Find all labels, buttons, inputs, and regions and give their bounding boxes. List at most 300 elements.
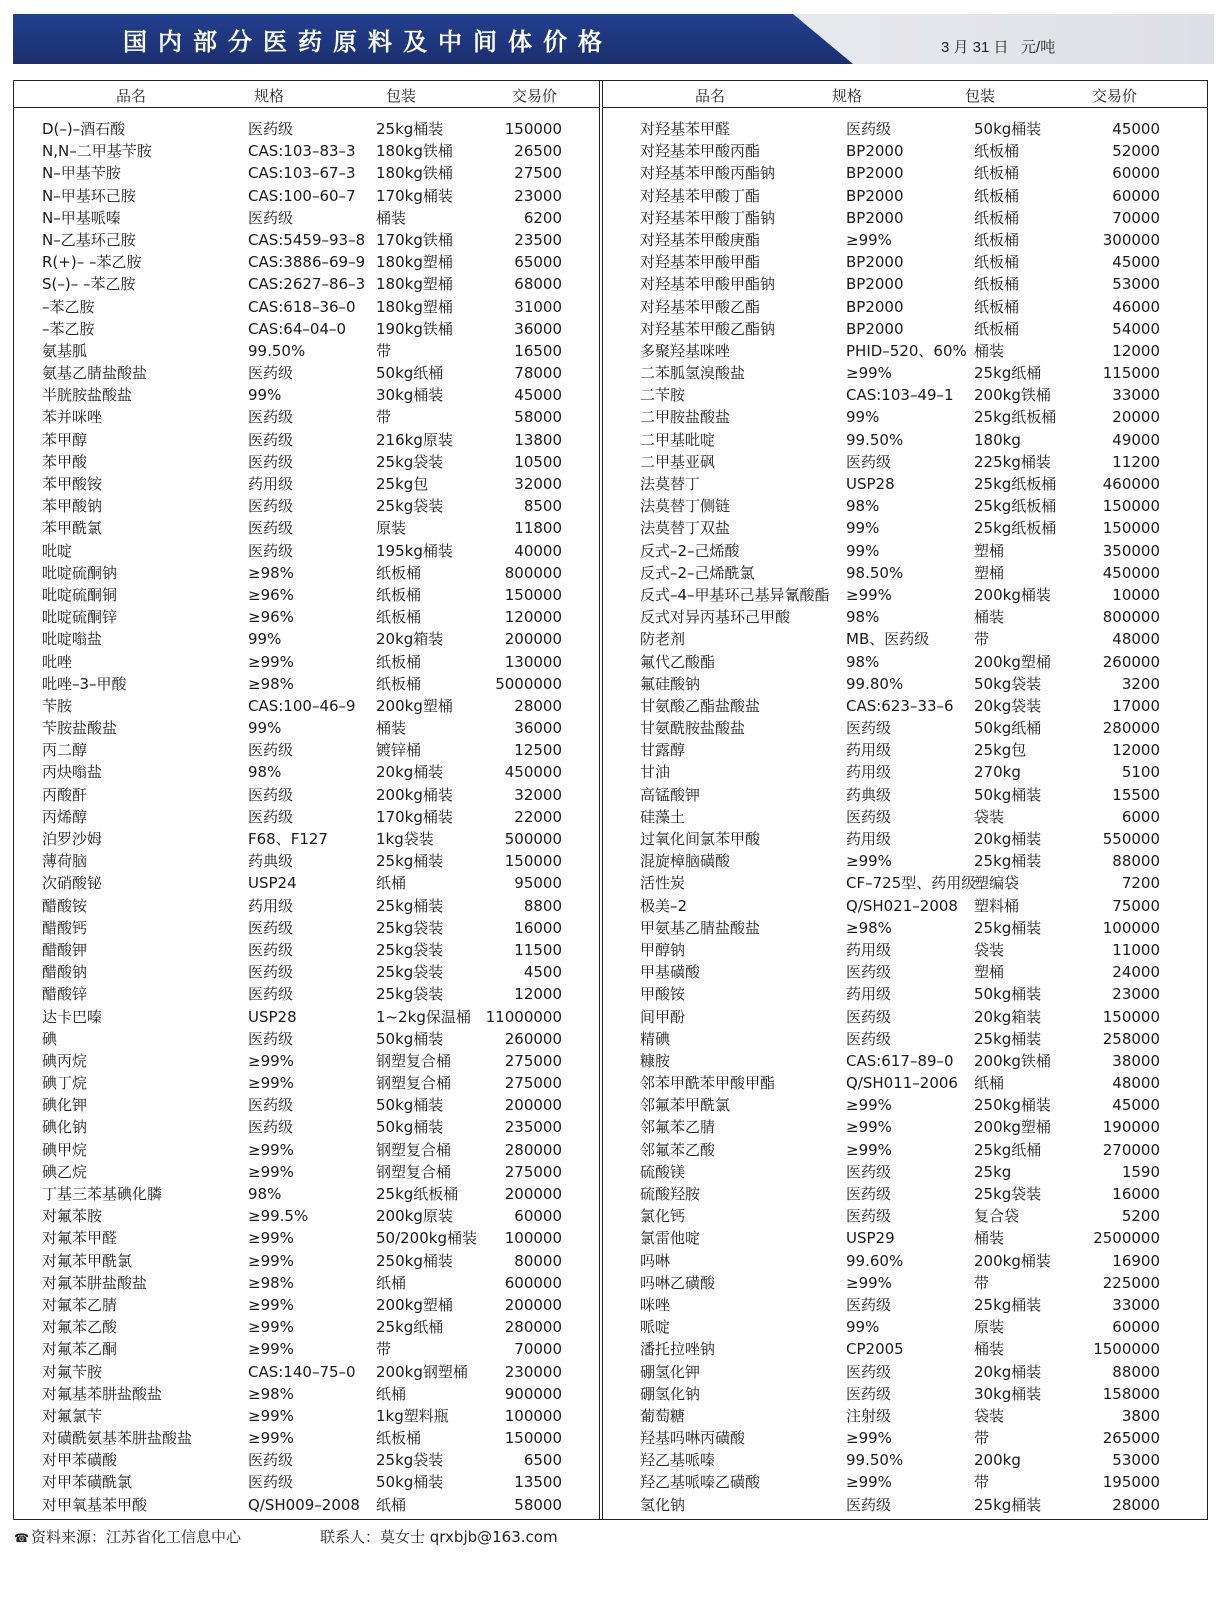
product-price: 450000 [1102, 563, 1160, 582]
product-spec: CAS:617–89–0 [846, 1051, 954, 1070]
left-header-spec: 规格 [254, 87, 285, 105]
product-spec: ≥99% [248, 1162, 294, 1181]
product-name: 法莫替丁 [640, 475, 701, 493]
left-table-row [42, 140, 562, 162]
product-price: 225000 [1102, 1273, 1160, 1292]
product-name: 对氟苯乙酸 [42, 1318, 118, 1337]
product-price: 450000 [504, 763, 562, 782]
product-spec: 药用级 [846, 985, 892, 1004]
right-table-row [640, 628, 1160, 650]
product-price: 265000 [1102, 1429, 1160, 1448]
left-table-row [42, 1116, 562, 1138]
product-spec: 注射级 [846, 1406, 892, 1425]
product-price: 12000 [514, 985, 562, 1004]
product-spec: PHID–520、60% [846, 341, 967, 360]
product-package: 袋装 [974, 1406, 1005, 1425]
product-spec: 98% [846, 652, 880, 671]
left-table-row [42, 1338, 562, 1360]
right-table-row [640, 1316, 1160, 1338]
product-price: 60000 [1112, 164, 1160, 183]
left-price-list [42, 118, 562, 1516]
product-spec: CAS:103–83–3 [248, 142, 356, 161]
product-price: 158000 [1102, 1384, 1160, 1403]
product-package: 塑桶 [974, 563, 1005, 582]
product-name: 苯并咪唑 [42, 408, 103, 427]
right-table-row [640, 828, 1160, 850]
product-price: 230000 [504, 1362, 562, 1381]
product-name: 甘氨酰胺盐酸盐 [640, 719, 746, 738]
product-name: 二甲基亚砜 [640, 452, 716, 471]
product-spec: 99.50% [846, 1451, 904, 1470]
product-price: 45000 [514, 386, 562, 405]
product-spec: ≥99% [248, 1140, 294, 1159]
product-name: 碘化钾 [42, 1096, 88, 1115]
product-name: 反式–2–己烯酰氯 [640, 563, 755, 582]
product-price: 190000 [1102, 1118, 1160, 1137]
product-name: 硅藻土 [640, 807, 686, 826]
contact-info: 联系人：莫女士 qrxbjb@163.com [320, 1528, 558, 1546]
left-table-row [42, 1183, 562, 1205]
product-spec: 医药级 [846, 1029, 892, 1048]
product-price: 22000 [514, 807, 562, 826]
product-price: 13800 [514, 430, 562, 449]
right-table-row [640, 362, 1160, 384]
product-price: 280000 [1102, 719, 1160, 738]
product-spec: ≥99.5% [248, 1207, 309, 1226]
product-price: 280000 [504, 1318, 562, 1337]
product-package: 270kg [974, 763, 1021, 782]
product-name: 对氟基苯肼盐酸盐 [42, 1384, 163, 1403]
product-package: 25kg纸桶 [974, 1140, 1042, 1159]
product-price: 20000 [1112, 408, 1160, 427]
product-package: 1kg袋装 [376, 830, 434, 848]
product-package: 25kg袋装 [376, 985, 444, 1004]
product-name: 二甲胺盐酸盐 [640, 408, 731, 427]
left-table-row [42, 806, 562, 828]
product-price: 13500 [514, 1473, 562, 1492]
product-name: 对羟基苯甲酸甲酯 [640, 253, 761, 272]
product-spec: 医药级 [248, 985, 294, 1004]
product-spec: 98% [248, 1185, 282, 1203]
product-price: 88000 [1112, 1362, 1160, 1381]
product-spec: ≥99% [846, 1118, 892, 1137]
product-package: 纸板桶 [974, 275, 1020, 294]
product-spec: 医药级 [846, 719, 892, 738]
product-spec: BP2000 [846, 297, 904, 316]
product-spec: 医药级 [248, 963, 294, 982]
left-table-row [42, 362, 562, 384]
product-name: 碘丙烷 [42, 1051, 88, 1070]
product-spec: 医药级 [248, 940, 294, 959]
left-table-row [42, 961, 562, 983]
product-price: 5100 [1121, 763, 1160, 782]
product-package: 纸板桶 [974, 164, 1020, 183]
right-table-row [640, 251, 1160, 273]
product-spec: 药用级 [846, 763, 892, 782]
left-table-row [42, 1094, 562, 1116]
product-spec: 药用级 [248, 896, 294, 915]
product-price: 28000 [1112, 1495, 1160, 1514]
product-spec: 医药级 [846, 1295, 892, 1314]
product-package: 纸桶 [376, 1273, 407, 1292]
product-price: 54000 [1112, 319, 1160, 338]
product-price: 15500 [1112, 785, 1160, 804]
product-spec: ≥99% [248, 1295, 294, 1314]
product-spec: ≥98% [248, 563, 294, 582]
product-spec: 医药级 [248, 785, 294, 804]
product-price: 900000 [504, 1384, 562, 1403]
product-package: 25kg [974, 1162, 1012, 1181]
product-price: 150000 [1102, 1007, 1160, 1026]
product-name: 甲氨基乙腈盐酸盐 [640, 918, 761, 937]
right-table-row [640, 1028, 1160, 1050]
product-price: 33000 [1112, 386, 1160, 405]
product-name: 半胱胺盐酸盐 [42, 386, 133, 405]
left-table-row [42, 540, 562, 562]
product-spec: 医药级 [846, 1384, 892, 1403]
product-name: 对羟基苯甲酸甲酯钠 [640, 275, 776, 294]
product-spec: 98% [248, 763, 282, 782]
product-spec: ≥99% [248, 1229, 294, 1248]
product-package: 25kg袋装 [376, 1451, 444, 1470]
product-price: 45000 [1112, 253, 1160, 272]
product-package: 钢塑复合桶 [376, 1162, 452, 1181]
product-spec: BP2000 [846, 253, 904, 272]
product-name: 碘甲烷 [42, 1140, 88, 1159]
page-title: 国内部分医药原料及中间体价格 [123, 28, 613, 56]
product-name: 甲基磺酸 [640, 963, 701, 982]
product-price: 12500 [514, 741, 562, 760]
product-price: 27500 [514, 164, 562, 183]
product-price: 200000 [504, 1185, 562, 1203]
product-price: 10500 [514, 452, 562, 471]
product-name: 活性炭 [640, 874, 686, 893]
product-spec: BP2000 [846, 164, 904, 183]
right-table-row [640, 384, 1160, 406]
product-package: 30kg桶装 [974, 1384, 1042, 1403]
left-table-row [42, 1250, 562, 1272]
product-package: 纸板桶 [974, 230, 1020, 249]
product-price: 100000 [1102, 918, 1160, 937]
product-name: 葡萄糖 [640, 1406, 686, 1425]
right-table-row [640, 784, 1160, 806]
product-spec: ≥99% [846, 585, 892, 604]
right-table-row [640, 1006, 1160, 1028]
product-price: 150000 [1102, 497, 1160, 516]
product-package: 纸桶 [376, 874, 407, 893]
right-price-list [640, 118, 1160, 1516]
product-name: 羟基吗啉丙磺酸 [640, 1429, 746, 1448]
product-spec: ≥96% [248, 608, 294, 627]
product-spec: 99% [846, 1318, 880, 1337]
product-package: 200kg钢塑桶 [376, 1362, 468, 1381]
left-table-row [42, 1405, 562, 1427]
product-spec: CAS:2627–86–3 [248, 275, 366, 294]
product-spec: CF–725型、药用级 [846, 874, 977, 893]
right-table-row [640, 584, 1160, 606]
product-package: 216kg原装 [376, 430, 453, 449]
product-spec: MB、医药级 [846, 630, 930, 649]
product-package: 20kg箱装 [974, 1007, 1042, 1026]
product-spec: 98% [846, 608, 880, 627]
right-header-rule [603, 107, 1207, 108]
product-spec: USP28 [846, 475, 895, 493]
product-spec: USP28 [248, 1007, 297, 1026]
product-spec: CAS:100–60–7 [248, 186, 356, 205]
product-price: 1500000 [1093, 1340, 1160, 1359]
product-package: 袋装 [974, 940, 1005, 959]
data-source: 资料来源：江苏省化工信息中心 [30, 1528, 241, 1546]
product-package: 25kg纸板桶 [974, 497, 1057, 516]
product-price: 80000 [514, 1251, 562, 1270]
product-price: 600000 [504, 1273, 562, 1292]
product-name: 苄胺盐酸盐 [42, 719, 118, 738]
product-name: 对氟苯乙酮 [42, 1340, 118, 1359]
right-table-row [640, 1494, 1160, 1516]
product-price: 500000 [504, 830, 562, 848]
product-name: 硼氢化钾 [640, 1362, 701, 1381]
product-price: 8800 [523, 896, 562, 915]
product-price: 26500 [514, 142, 562, 161]
product-package: 25kg纸板桶 [974, 475, 1057, 493]
left-table-row [42, 939, 562, 961]
right-table-row [640, 229, 1160, 251]
product-price: 275000 [504, 1162, 562, 1181]
product-name: N–甲基哌嗪 [42, 208, 121, 227]
product-spec: USP29 [846, 1229, 895, 1248]
right-table-row [640, 1294, 1160, 1316]
left-header-price: 交易价 [512, 87, 558, 105]
right-table-row [640, 961, 1160, 983]
product-price: 23000 [1112, 985, 1160, 1004]
product-name: 对羟基苯甲酸庚酯 [640, 230, 761, 249]
product-package: 50kg桶装 [974, 785, 1042, 804]
product-name: N,N–二甲基苄胺 [42, 142, 152, 161]
left-table-row [42, 1494, 562, 1516]
product-price: 100000 [504, 1406, 562, 1425]
product-package: 225kg桶装 [974, 452, 1051, 471]
product-package: 纸板桶 [974, 253, 1020, 272]
product-package: 50/200kg桶装 [376, 1229, 477, 1248]
right-header-spec: 规格 [832, 87, 863, 105]
product-spec: 医药级 [248, 497, 294, 516]
product-package: 1~2kg保温桶 [376, 1007, 471, 1026]
right-table-row [640, 1272, 1160, 1294]
product-spec: BP2000 [846, 186, 904, 205]
product-package: 50kg纸桶 [376, 364, 444, 383]
product-package: 25kg袋装 [376, 963, 444, 982]
product-name: 吡唑–3–甲酸 [42, 674, 127, 693]
product-name: 达卡巴嗪 [42, 1007, 103, 1026]
product-name: 丙烯醇 [42, 807, 88, 826]
product-price: 3200 [1121, 674, 1160, 693]
product-name: 二甲基吡啶 [640, 430, 716, 449]
price-date-unit [941, 36, 1055, 57]
product-price: 88000 [1112, 852, 1160, 871]
product-price: 32000 [514, 475, 562, 493]
product-spec: 医药级 [846, 1162, 892, 1181]
product-price: 24000 [1112, 963, 1160, 982]
product-price: 550000 [1102, 830, 1160, 848]
product-name: 对羟基苯甲酸乙酯钠 [640, 319, 776, 338]
product-price: 7200 [1121, 874, 1160, 893]
product-package: 桶装 [376, 208, 407, 227]
product-price: 36000 [514, 719, 562, 738]
product-name: 氟硅酸钠 [640, 674, 701, 693]
left-table-row [42, 162, 562, 184]
product-package: 纸板桶 [376, 585, 422, 604]
product-package: 200kg塑桶 [974, 1118, 1051, 1137]
product-price: 11000 [1112, 940, 1160, 959]
product-name: 甲酸铵 [640, 985, 686, 1004]
product-spec: 药典级 [846, 785, 892, 804]
phone-icon: ☎ [14, 1531, 29, 1545]
left-table-row [42, 1449, 562, 1471]
product-name: 吡唑 [42, 652, 73, 671]
product-spec: ≥99% [248, 1429, 294, 1448]
right-table-row [640, 673, 1160, 695]
product-price: 460000 [1102, 475, 1160, 493]
product-package: 25kg袋装 [376, 497, 444, 516]
left-table-row [42, 1139, 562, 1161]
product-name: D(–)–酒石酸 [42, 120, 126, 138]
right-table-row [640, 739, 1160, 761]
product-price: 16500 [514, 341, 562, 360]
product-name: 对羟基苯甲醛 [640, 120, 731, 138]
product-spec: CP2005 [846, 1340, 904, 1359]
product-price: 275000 [504, 1074, 562, 1093]
product-spec: CAS:64–04–0 [248, 319, 347, 338]
right-table-row [640, 872, 1160, 894]
right-table-row [640, 517, 1160, 539]
product-spec: 99% [846, 408, 880, 427]
left-table-row [42, 695, 562, 717]
product-name: R(+)– –苯乙胺 [42, 253, 142, 272]
product-price: 70000 [1112, 208, 1160, 227]
product-name: 氟代乙酸酯 [640, 652, 716, 671]
product-name: 甲醇钠 [640, 940, 686, 959]
product-name: 反式对异丙基环己甲酸 [640, 608, 791, 627]
product-package: 25kg桶装 [974, 918, 1042, 937]
product-price: 200000 [504, 1096, 562, 1115]
right-table-row [640, 850, 1160, 872]
product-name: 吡啶硫酮钠 [42, 563, 118, 582]
product-spec: BP2000 [846, 142, 904, 161]
product-price: 200000 [504, 1295, 562, 1314]
right-header-name: 品名 [695, 87, 726, 105]
product-package: 25kg袋装 [376, 918, 444, 937]
product-price: 150000 [504, 585, 562, 604]
left-table-row [42, 761, 562, 783]
product-spec: ≥99% [248, 1051, 294, 1070]
product-package: 带 [974, 1429, 990, 1448]
product-price: 58000 [514, 1495, 562, 1514]
product-package: 纸板桶 [376, 674, 422, 693]
product-spec: 药用级 [846, 741, 892, 760]
product-price: 60000 [514, 1207, 562, 1226]
product-spec: CAS:140–75–0 [248, 1362, 356, 1381]
right-table-row [640, 1139, 1160, 1161]
product-spec: ≥98% [248, 674, 294, 693]
right-table-row [640, 1072, 1160, 1094]
column-divider [599, 80, 603, 1520]
product-name: 丙酸酐 [42, 785, 88, 804]
product-spec: ≥99% [846, 1473, 892, 1492]
right-table-row [640, 406, 1160, 428]
product-spec: ≥99% [248, 1340, 294, 1359]
product-name: N–乙基环己胺 [42, 230, 136, 249]
right-table-row [640, 1383, 1160, 1405]
product-package: 20kg箱装 [376, 630, 444, 649]
product-package: 带 [974, 630, 990, 649]
product-price: 23000 [514, 186, 562, 205]
right-table-row [640, 451, 1160, 473]
product-price: 800000 [1102, 608, 1160, 627]
left-table-row [42, 917, 562, 939]
product-spec: CAS:623–33–6 [846, 696, 954, 715]
left-table-row [42, 584, 562, 606]
product-name: 苯甲醇 [42, 430, 88, 449]
product-package: 原装 [376, 519, 407, 538]
product-price: 28000 [514, 696, 562, 715]
product-price: 150000 [504, 1429, 562, 1448]
product-package: 桶装 [376, 719, 407, 738]
left-table-row [42, 429, 562, 451]
product-name: 醋酸钾 [42, 940, 88, 959]
left-table-row [42, 229, 562, 251]
right-header-price: 交易价 [1092, 87, 1138, 105]
left-table-row [42, 717, 562, 739]
product-package: 25kg桶装 [376, 120, 444, 138]
left-table-row [42, 1050, 562, 1072]
right-table-row [640, 806, 1160, 828]
product-spec: 医药级 [846, 1362, 892, 1381]
right-table-row [640, 1116, 1160, 1138]
product-price: 38000 [1112, 1051, 1160, 1070]
product-spec: USP24 [248, 874, 297, 893]
product-package: 桶装 [974, 608, 1005, 627]
product-name: 硫酸羟胺 [640, 1185, 701, 1203]
product-spec: ≥99% [248, 1251, 294, 1270]
product-price: 150000 [504, 852, 562, 871]
product-price: 95000 [514, 874, 562, 893]
product-package: 200kg塑桶 [376, 696, 453, 715]
product-name: 邻氟苯乙酸 [640, 1140, 716, 1159]
product-name: 甘氨酸乙酯盐酸盐 [640, 696, 761, 715]
left-table-row [42, 207, 562, 229]
product-price: 17000 [1112, 696, 1160, 715]
product-package: 20kg桶装 [974, 1362, 1042, 1381]
right-table-row [640, 1427, 1160, 1449]
product-price: 58000 [514, 408, 562, 427]
product-name: 对氟苯肼盐酸盐 [42, 1273, 148, 1292]
left-table-row [42, 1205, 562, 1227]
right-table-row [640, 717, 1160, 739]
product-name: 咪唑 [640, 1295, 671, 1314]
right-table-row [640, 983, 1160, 1005]
product-spec: 医药级 [248, 1451, 294, 1470]
product-price: 100000 [504, 1229, 562, 1248]
product-spec: BP2000 [846, 319, 904, 338]
product-name: 防老剂 [640, 630, 686, 649]
left-table-row [42, 340, 562, 362]
product-package: 塑料桶 [974, 896, 1020, 915]
product-name: 对羟基苯甲酸丙酯 [640, 142, 761, 161]
product-spec: ≥99% [248, 652, 294, 671]
product-price: 33000 [1112, 1295, 1160, 1314]
product-package: 25kg包 [974, 741, 1027, 760]
product-spec: 医药级 [846, 963, 892, 982]
